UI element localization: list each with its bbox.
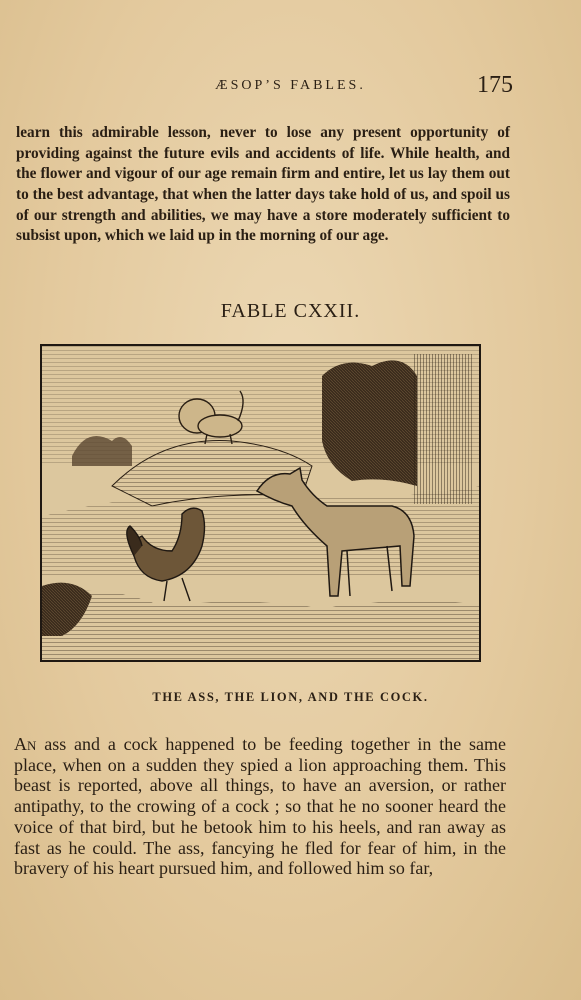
- fable-body: [14, 734, 506, 879]
- page-number: 175: [477, 72, 513, 98]
- tree-trunk: [414, 354, 474, 504]
- fable-title: FABLE CXXII.: [220, 300, 361, 322]
- fable-body-text: ass and a cock happened to be feeding together in the same place, when on a sudden they spied a lion approaching them. This beast is reported, above all things, to have an aversion, or rather antipathy, to the crowing of a cock ; so that he no sooner heard the voice of that bird, but he betook him to his heels, and ran away as fast as he could. The ass, fancying he fled for fear of him, in the bravery of his heart pursued him, and followed him so far,: [14, 734, 506, 879]
- running-head: ÆSOP’S FABLES.: [215, 78, 366, 93]
- fable-lead-word: An: [14, 734, 37, 754]
- illustration-caption: THE ASS, THE LION, AND THE COCK.: [152, 690, 429, 704]
- tree-foliage: [322, 360, 417, 486]
- page-header: [0, 72, 581, 102]
- foreground: [42, 590, 479, 660]
- paragraph-previous-fable: learn this admirable lesson, never to lose any present opportunity of providing against the future evils and accidents of life. While health, and the flower and vigour of our age remain firm and entire, let us lay them out to the best advantage, that when the latter days take hold of us, and spoil us of our strength and abilities, we may have a store moderately sufficient to subsist upon, which we laid up in the morning of our age.: [16, 124, 510, 245]
- woodcut-illustration: [40, 344, 481, 662]
